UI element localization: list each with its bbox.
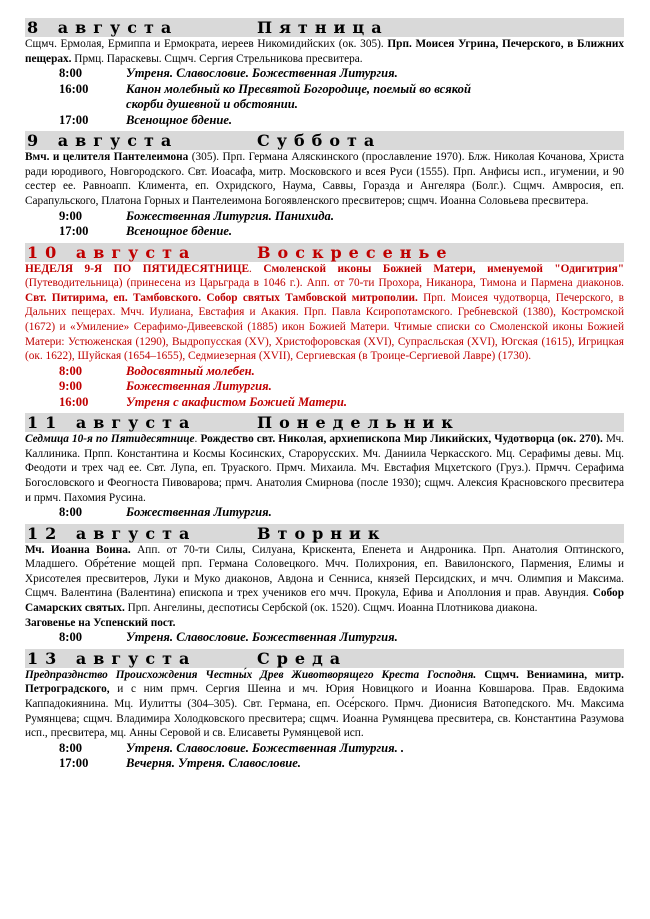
saints-text <box>25 543 624 616</box>
saints-plain: Прп. Моисея чудотворца, Печерского, в Дальних пещерах. Мчч. Иулиана, Евстафия и Акакия. Прп. Павла Ксиропотамского. Гребневской (1380), Костромской (1672) и «Умиление» Серафимо-Дивеевской (1885) икон Божией Матери. Чтимые списки со Смоленской иконы Божией Матери: Устюженская (1290), Выдропусская (XV), Христофоровская (XVI), Супрасльская (XVI), Югская (1615), Игрицкая (ок. 1622), Шуйская (1654–1655), Седмиезерная (XVII), Сергиевская (в Троице-Сергиевой Лавре) (1730). <box>25 291 624 363</box>
service-name: Вечерня. Утреня. Славословие. <box>126 756 301 771</box>
saints-plain: (305). Прп. Германа Аляскинского (прославление 1970). Блж. Николая Кочанова, Христа ради юродивого, Новгородского. Свт. Иоасафа, митр. Московского и всея Руси (1555). Прп. Анфисы исп., игумении, и 90 сестер ее. Равноапп. Климента, еп. Охридского, Наума, Саввы, Горазда и Ангеляра (Болг.). Сщмч. Амвросия, еп. Сарапульского, Платона Горных и Пантелеимона Богоявленского пресвитеров; сщмч. Иоанна Соловьева пресвитера. <box>25 151 624 207</box>
service-name: Всенощное бдение. <box>126 224 233 239</box>
service-row <box>25 364 624 380</box>
day-aug-10 <box>25 243 624 411</box>
service-time: 9:00 <box>59 208 83 223</box>
service-time: 8:00 <box>59 363 83 378</box>
day-date: 12 августа <box>27 523 197 543</box>
day-header <box>25 243 624 262</box>
fast-note: Заговенье на Успенский пост. <box>25 616 176 629</box>
service-name: Всенощное бдение. <box>126 112 233 127</box>
saints-plain: . <box>249 262 264 275</box>
saints-bold: Вмч. и целителя Пантелеимона <box>25 151 189 164</box>
day-header <box>25 524 624 543</box>
day-weekday: Воскресенье <box>257 242 454 262</box>
saints-text <box>25 432 624 505</box>
saints-bold: Смоленской иконы Божией Матери, именуемой "Одигитрия" <box>263 262 625 275</box>
service-time: 16:00 <box>59 394 89 409</box>
saints-bold: Собор Самарских святых. <box>25 587 624 615</box>
service-time: 8:00 <box>59 66 83 81</box>
service-row <box>25 630 624 646</box>
saints-plain: Прмц. Параскевы. Сщмч. Сергия Стрельникова пресвитера. <box>71 52 363 65</box>
saints-bold: НЕДЕЛЯ 9-Я ПО ПЯТИДЕСЯТНИЦЕ <box>25 262 250 275</box>
saints-text <box>25 37 624 66</box>
service-time: 17:00 <box>59 224 89 239</box>
day-date: 10 августа <box>27 242 197 262</box>
saints-bold: Рождество свт. Николая, архиепископа Мир Ликийских, Чудотворца (ок. 270). <box>200 433 603 446</box>
saints-plain: Апп. от 70-ти Силы, Силуана, Крискента, Епенета и Андроника. Прп. Анатолия Оптинского, Младшего. Обре́тение мощей прп. Германа Соловецкого. Мчч. Полихрония, еп. Вавилонского, Пармения, Елимы и Хрисотелея пресвитеров, Луки и Муко диаконов, Авдона и Сенниса, князей Персидских, и мчч. Олимпия и Максима. Сщмч. Валентина (Валентина) епископа и трех учеников его мчч. Прокула, Ефива и Аполлония и прав. Авундия. <box>25 543 624 600</box>
service-time: 17:00 <box>59 756 89 771</box>
day-weekday: Вторник <box>257 523 387 543</box>
saints-plain: Сщмч. Ермолая, Ермиппа и Ермократа, иереев Никомидийских (ок. 305). <box>25 38 388 50</box>
day-weekday: Понедельник <box>257 413 460 433</box>
service-time: 8:00 <box>59 505 83 520</box>
saints-bold: Мч. Иоанна Воина. <box>25 543 131 556</box>
saints-bold-italic: Предпразднство Происхождения Честны́х Древ Животворящего Креста Господня. <box>25 668 477 681</box>
day-date: 9 августа <box>27 131 179 151</box>
day-header <box>25 649 624 668</box>
day-header <box>25 18 624 37</box>
service-row <box>25 379 624 395</box>
day-date: 13 августа <box>27 648 197 668</box>
day-aug-12 <box>25 524 624 646</box>
service-name: Утреня. Славословие. Божественная Литургия. <box>126 66 398 81</box>
service-row <box>25 224 624 240</box>
day-weekday: Среда <box>257 648 348 668</box>
day-header <box>25 413 624 432</box>
service-name: Утреня с акафистом Божией Матери. <box>126 394 348 409</box>
service-time: 8:00 <box>59 630 83 645</box>
service-time: 9:00 <box>59 379 83 394</box>
saints-bold: Сщмч. Вениамина, митр. Петроградского, <box>25 668 624 696</box>
service-time: 8:00 <box>59 740 83 755</box>
saints-bold: Прп. Моисея Угрина, Печерского, в Ближних пещерах. <box>25 38 624 65</box>
saints-bold: Свт. Питирима, еп. Тамбовского. Собор святых Тамбовской митрополии. <box>25 291 418 304</box>
saints-plain: Прп. Ангелины, деспотисы Сербской (ок. 1520). Сщмч. Иоанна Плотникова диакона. <box>124 602 538 615</box>
day-aug-8 <box>25 0 624 128</box>
day-aug-13 <box>25 649 624 772</box>
service-name: Божественная Литургия. <box>126 379 272 394</box>
day-aug-11 <box>25 413 624 520</box>
service-row <box>25 756 624 772</box>
service-row <box>25 113 624 129</box>
service-name: Божественная Литургия. Панихида. <box>126 208 334 223</box>
service-time: 16:00 <box>59 81 89 96</box>
saints-text <box>25 668 624 741</box>
day-weekday: Пятница <box>257 18 389 37</box>
saints-plain: Мч. Каллиника. Прпп. Константина и Космы Косинских, Старорусских. Мч. Даниила Черкасского. Мц. Серафимы девы. Мц. Феодоти и трех чад ее. Свт. Лупа, еп. Труаского. Прмч. Михаила. Мч. Евстафия Мцхетского (Груз.). Прмчч. Серафима Богословского и Феогноста Пивоварова; прмч. Анатолия Смирнова (после 1930); сщмч. Алексия Красновского пресвитера и прмч. Пахомия Русина. <box>25 433 625 504</box>
service-name: Утреня. Славословие. Божественная Литургия. . <box>126 740 405 755</box>
service-name: Канон молебный ко Пресвятой Богородице, поемый во всякой скорби душевной и обстоянии. <box>126 81 471 112</box>
saints-text <box>25 262 624 364</box>
service-row <box>25 209 624 225</box>
saints-text <box>25 150 624 208</box>
saints-plain: и с ним прмч. Сергия Шеина и мч. Юрия Новицкого и Иоанна Ковшарова. Прав. Евдокима Каппадокиянина. Мц. Иулитты (304–305). Свт. Германа, еп. Осе́рского. Прмч. Дионисия Ватопедского. Мч. Максима Румянцева; сщмч. Владимира Холодковского пресвитера; сщмч. Иоанна Румянцева пресвитера, св. Константина Разумова исп., пресвитера, мц. Анны Серовой и св. Елисаветы Румянцевой исп. <box>25 683 624 740</box>
saints-plain: (Путеводительница) (принесена из Царьграда в 1046 г.). Апп. от 70-ти Прохора, Никанора, Тимона и Пармена диаконов. <box>25 277 624 290</box>
day-weekday: Суббота <box>257 131 382 151</box>
service-row <box>25 82 624 113</box>
day-date: 11 августа <box>27 413 197 433</box>
day-header <box>25 131 624 150</box>
service-row <box>25 395 624 411</box>
service-name: Утреня. Славословие. Божественная Литургия. <box>126 630 398 645</box>
day-date: 8 августа <box>27 18 179 37</box>
saints-bold-italic: Седмица 10-я по Пятидесятнице <box>25 433 195 446</box>
service-row <box>25 505 624 521</box>
service-row <box>25 741 624 757</box>
saints-plain <box>476 669 484 681</box>
saints-plain: . <box>194 433 201 446</box>
service-name: Божественная Литургия. <box>126 505 272 520</box>
service-row <box>25 66 624 82</box>
service-name: Водосвятный молебен. <box>126 363 255 378</box>
service-time: 17:00 <box>59 112 89 127</box>
day-aug-9 <box>25 131 624 239</box>
